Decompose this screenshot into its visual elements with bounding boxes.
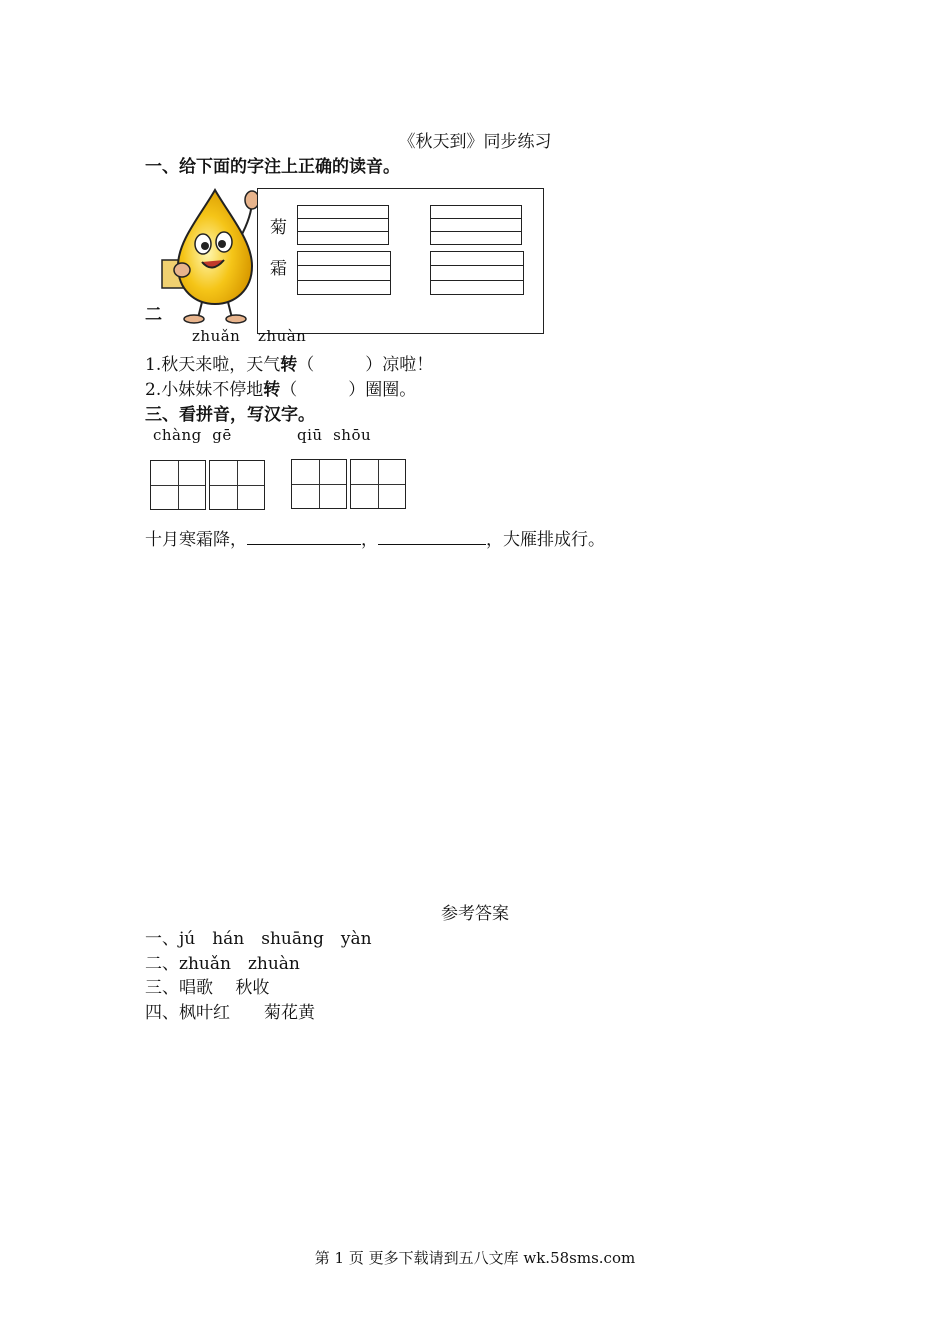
q2-pinyin-1: zhuǎn bbox=[192, 327, 241, 345]
q1-char-shuang: 霜 bbox=[270, 259, 287, 279]
q2-pinyin-2: zhuàn bbox=[258, 327, 307, 345]
q3-pinyin-1: chàng gē bbox=[153, 426, 232, 444]
water-drop-mascot-icon bbox=[160, 186, 270, 324]
q2-sentence-1: 1.秋天来啦，天气转（ ）凉啦！ bbox=[145, 355, 434, 375]
tianzige-box-2[interactable] bbox=[209, 460, 265, 510]
q2-s1-char: 转 bbox=[280, 355, 298, 375]
q2-s2-blank[interactable]: （ ）圈圈。 bbox=[280, 380, 417, 400]
q1-char-ju: 菊 bbox=[270, 218, 287, 238]
answer-line-2: 二、zhuǎn zhuàn bbox=[145, 954, 300, 974]
q2-s2-char: 转 bbox=[263, 380, 281, 400]
q2-sentence-2: 2.小妹妹不停地转（ ）圈圈。 bbox=[145, 380, 417, 400]
pinyin-grid-3[interactable] bbox=[297, 251, 391, 295]
q2-heading-partial: 二 bbox=[145, 305, 162, 325]
q2-s1-blank[interactable]: （ ）凉啦！ bbox=[297, 355, 434, 375]
answers-heading: 参考答案 bbox=[441, 904, 509, 924]
q3-pinyin-2: qiū shōu bbox=[297, 426, 372, 444]
pinyin-grid-1[interactable] bbox=[297, 205, 389, 245]
pinyin-grid-4[interactable] bbox=[430, 251, 524, 295]
answer-line-3: 三、唱歌 秋收 bbox=[145, 978, 270, 998]
page-title: 《秋天到》同步练习 bbox=[398, 132, 552, 152]
q3-heading: 三、看拼音，写汉字。 bbox=[145, 405, 315, 425]
q4-blank-2[interactable] bbox=[378, 528, 486, 545]
q4-sentence: 十月寒霜降， ， ，大雁排成行。 bbox=[145, 530, 605, 550]
q4-blank-1[interactable] bbox=[247, 528, 361, 545]
tianzige-box-4[interactable] bbox=[350, 459, 406, 509]
page-footer: 第 1 页 更多下载请到五八文库 wk.58sms.com bbox=[314, 1249, 636, 1267]
answer-line-1: 一、jú hán shuāng yàn bbox=[145, 929, 372, 949]
pinyin-grid-2[interactable] bbox=[430, 205, 522, 245]
tianzige-box-3[interactable] bbox=[291, 459, 347, 509]
answer-line-4: 四、枫叶红 菊花黄 bbox=[145, 1003, 315, 1023]
q1-heading: 一、给下面的字注上正确的读音。 bbox=[145, 157, 400, 177]
tianzige-box-1[interactable] bbox=[150, 460, 206, 510]
